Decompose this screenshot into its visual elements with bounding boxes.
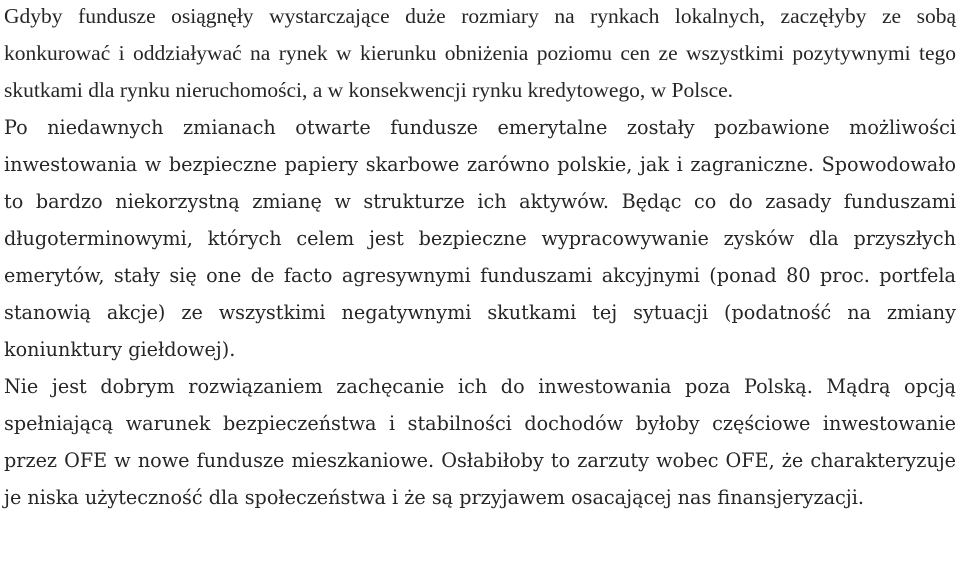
paragraph-funds-local-markets: Gdyby fundusze osiągnęły wystarczające duże rozmiary na rynkach lokalnych, zaczęłyby ze sobą konkurować i oddziaływać na rynek w kierunku obniżenia poziomu cen ze wszystkimi pozytywnymi tego skutkami dla rynku nieruchomości, a w konsekwencji rynku kredytowego, w Polsce. [4, 4, 956, 102]
paragraph-ofe-changes: Po niedawnych zmianach otwarte fundusze emerytalne zostały pozbawione możliwości inwestowania w bezpieczne papiery skarbowe zarówno polskie, jak i zagraniczne. Spowodowało to bardzo niekorzystną zmianę w strukturze ich aktywów. Będąc co do zasady funduszami długoterminowymi, których celem jest bezpieczne wypracowywanie zysków dla przyszłych emerytów, stały się one de facto agresywnymi funduszami akcyjnymi (ponad 80 proc. portfela stanowią akcje) ze wszystkimi negatywnymi skutkami tej sytuacji (podatność na zmiany koniunktury giełdowej). [4, 116, 956, 361]
paragraph-ofe-housing-funds: Nie jest dobrym rozwiązaniem zachęcanie ich do inwestowania poza Polską. Mądrą opcją spełniającą warunek bezpieczeństwa i stabilności dochodów byłoby częściowe inwestowanie przez OFE w nowe fundusze mieszkaniowe. Osłabiłoby to zarzuty wobec OFE, że charakteryzuje je niska użyteczność dla społeczeństwa i że są przyjawem osacającej nas finansjeryzacji. [4, 375, 956, 509]
